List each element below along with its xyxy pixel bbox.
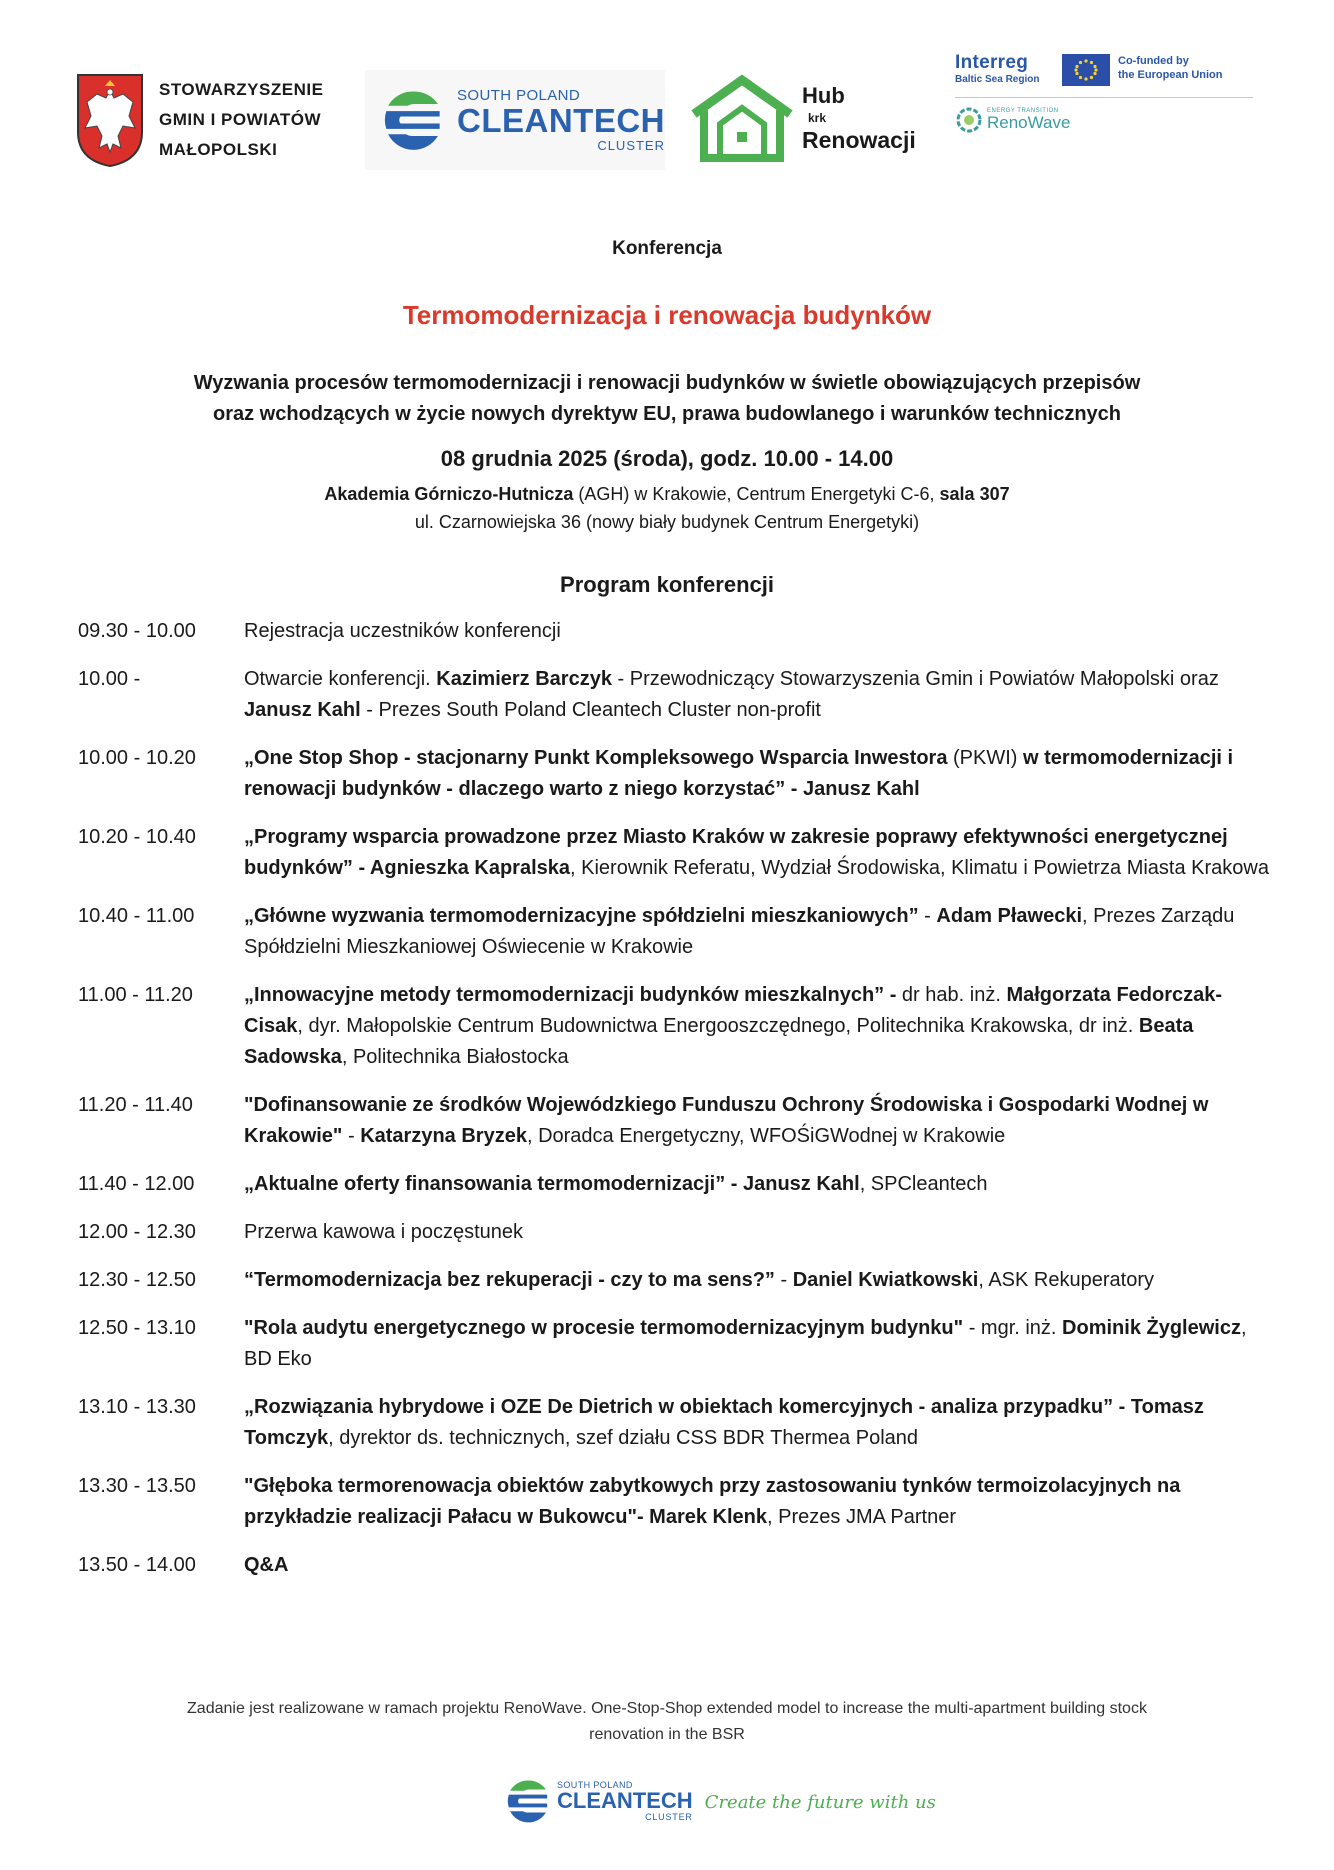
program-text: dr hab. inż. [896, 984, 1007, 1006]
program-description [244, 1217, 1278, 1248]
program-text: Przerwa kawowa i poczęstunek [244, 1221, 524, 1243]
program-time: 10.00 - [78, 668, 141, 690]
program-text-bold: „Główne wyzwania termomodernizacyjne spółdzielni mieszkaniowych” [244, 905, 919, 927]
venue-room: sala 307 [939, 484, 1010, 504]
program-text: - [774, 1269, 793, 1291]
program-time: 11.20 - 11.40 [78, 1094, 193, 1116]
venue-name: Akademia Górniczo-Hutnicza [324, 484, 574, 504]
program-text: , Prezes JMA Partner [767, 1506, 956, 1528]
program-row [78, 743, 1278, 805]
hub-renowacji-logo [688, 74, 916, 162]
program-text: Otwarcie konferencji. [244, 668, 437, 690]
program-text-bold: „Rozwiązania hybrydowe i OZE De Dietrich w obiektach komercyjnych - analiza przypadku” - Tomasz Tomczyk [244, 1396, 1204, 1449]
program-title: Program konferencji [560, 572, 774, 597]
renowave-ring-icon [955, 106, 983, 134]
program-row [78, 1265, 1278, 1296]
program-text: - mgr. inż. [963, 1317, 1063, 1339]
program-text-bold: „One Stop Shop - stacjonarny Punkt Kompleksowego Wsparcia Inwestora [244, 747, 948, 769]
eagle-crest-icon [75, 72, 145, 168]
sgp-logo-line1: STOWARZYSZENIE [159, 80, 324, 99]
renowave-logo [955, 106, 1070, 134]
interreg-eu-logo [955, 52, 1255, 152]
program-text-bold: Dominik Żyglewicz [1062, 1317, 1241, 1339]
program-description [244, 980, 1278, 1073]
program-time: 10.20 - 10.40 [78, 826, 196, 848]
program-list [78, 616, 1278, 1605]
footer-slogan: Create the future with us [704, 1791, 936, 1813]
hub-logo-line1: Hub [802, 83, 845, 108]
program-text-bold: „Aktualne oferty finansowania termomodernizacji” - Janusz Kahl [244, 1173, 860, 1195]
program-description [244, 1090, 1278, 1152]
program-row [78, 1550, 1278, 1581]
program-description [244, 743, 1278, 805]
cofund-line2: the European Union [1118, 69, 1223, 81]
interreg-name: Interreg [955, 52, 1029, 73]
program-description [244, 1169, 1278, 1200]
cleantech-logo-top: SOUTH POLAND [457, 87, 581, 104]
renowave-name: RenoWave [987, 113, 1071, 132]
footer-note [0, 1696, 1334, 1748]
program-time: 13.30 - 13.50 [78, 1475, 196, 1497]
program-time: 10.00 - 10.20 [78, 747, 196, 769]
cleantech-logo-main: CLEANTECH [457, 102, 665, 139]
venue-address: ul. Czarnowiejska 36 (nowy biały budynek Centrum Energetyki) [414, 512, 920, 532]
footer-logo-top: SOUTH POLAND [557, 1780, 633, 1790]
event-kicker: Konferencja [612, 238, 722, 259]
event-title: Termomodernizacja i renowacja budynków [402, 300, 932, 330]
footer-cleantech-logo [505, 1778, 936, 1824]
footer-logo-main: CLEANTECH [557, 1788, 693, 1813]
program-description [244, 1265, 1278, 1296]
house-icon [688, 74, 796, 162]
program-description [244, 822, 1278, 884]
program-text: - [918, 905, 937, 927]
program-text: , SPCleantech [859, 1173, 988, 1195]
footer-note-line2: renovation in the BSR [589, 1726, 745, 1743]
program-row [78, 664, 1278, 726]
program-description [244, 901, 1278, 963]
program-text: , ASK Rekuperatory [978, 1269, 1154, 1291]
program-text-bold: „Innowacyjne metody termomodernizacji budynków mieszkalnych” - [244, 984, 897, 1006]
program-text: - Prezes South Poland Cleantech Cluster non-profit [360, 699, 821, 721]
program-row [78, 1090, 1278, 1152]
event-date: 08 grudnia 2025 (środa), godz. 10.00 - 14.00 [440, 446, 894, 471]
renowave-small: ENERGY TRANSITION [987, 108, 1059, 114]
program-text-bold: Beata Sadowska [244, 1015, 1194, 1068]
program-text-bold: w termomodernizacji i renowacji budynków - dlaczego warto z niego korzystać” - Janusz Kahl [244, 747, 1234, 800]
cleantech-mark-icon [505, 1778, 551, 1824]
program-text: Rejestracja uczestników konferencji [244, 620, 561, 642]
program-description [244, 664, 1278, 726]
footer-note-line1: Zadanie jest realizowane w ramach projektu RenoWave. One-Stop-Shop extended model to increase the multi-apartment building stock [187, 1700, 1147, 1717]
program-text-bold: Małgorzata Fedorczak-Cisak [244, 984, 1223, 1037]
program-time: 11.00 - 11.20 [78, 984, 193, 1006]
header-logos [75, 52, 1260, 177]
program-text: , Prezes Zarządu Spółdzielni Mieszkaniowej Oświecenie w Krakowie [244, 905, 1235, 958]
program-text-bold: Q&A [244, 1554, 289, 1576]
program-time: 12.00 - 12.30 [78, 1221, 196, 1243]
event-venue [0, 480, 1334, 536]
eu-flag-icon [1062, 54, 1110, 86]
program-text-bold: “Termomodernizacja bez rekuperacji - czy to ma sens?” [244, 1269, 775, 1291]
program-text: , dyr. Małopolskie Centrum Budownictwa Energooszczędnego, Politechnika Krakowska, dr inż. [297, 1015, 1139, 1037]
program-time: 09.30 - 10.00 [78, 620, 196, 642]
cofund-line1: Co-funded by [1118, 55, 1189, 67]
program-row [78, 1471, 1278, 1533]
program-description [244, 616, 1278, 647]
cleantech-logo [365, 70, 665, 170]
venue-detail: (AGH) w Krakowie, Centrum Energetyki C-6, [573, 484, 940, 504]
hub-logo-line2: krk [808, 111, 827, 125]
program-row [78, 1169, 1278, 1200]
cleantech-mark-icon [381, 84, 445, 156]
program-description [244, 1550, 1278, 1581]
cleantech-logo-bottom: CLUSTER [597, 138, 665, 153]
program-text-bold: Kazimierz Barczyk [436, 668, 612, 690]
program-text-bold: "Głęboka termorenowacja obiektów zabytkowych przy zastosowaniu tynków termoizolacyjnych na przykładzie realizacji Pałacu w Bukowcu"- Marek Klenk [244, 1475, 1181, 1528]
program-text-bold: Daniel Kwiatkowski [792, 1269, 979, 1291]
program-text: - Przewodniczący Stowarzyszenia Gmin i Powiatów Małopolski oraz [611, 668, 1219, 690]
hub-logo-line3: Renowacji [802, 127, 916, 153]
program-description [244, 1471, 1278, 1533]
program-text: , dyrektor ds. technicznych, szef działu CSS BDR Thermea Poland [328, 1427, 919, 1449]
sgp-logo-line3: MAŁOPOLSKI [159, 140, 278, 159]
program-row [78, 1392, 1278, 1454]
program-text: , Doradca Energetyczny, WFOŚiGWodnej w Krakowie [526, 1125, 1006, 1147]
event-subtitle [0, 368, 1334, 430]
program-time: 13.50 - 14.00 [78, 1554, 196, 1576]
program-text: , BD Eko [244, 1317, 1247, 1370]
program-text-bold: Adam Pławecki [936, 905, 1083, 927]
sgp-logo [75, 72, 323, 168]
program-time: 11.40 - 12.00 [78, 1173, 195, 1195]
venue-line [0, 480, 1334, 508]
footer-logo-bottom: CLUSTER [645, 1812, 693, 1822]
program-text: , Politechnika Białostocka [341, 1046, 569, 1068]
program-description [244, 1313, 1278, 1375]
sgp-logo-line2: GMIN I POWIATÓW [159, 110, 322, 129]
program-row [78, 616, 1278, 647]
program-text-bold: „Programy wsparcia prowadzone przez Miasto Kraków w zakresie poprawy efektywności energetycznej budynków” - Agnieszka Kapralska [244, 826, 1228, 879]
program-text: - [342, 1125, 361, 1147]
interreg-region: Baltic Sea Region [955, 74, 1040, 85]
program-text-bold: Katarzyna Bryzek [360, 1125, 527, 1147]
program-row [78, 980, 1278, 1073]
program-text: (PKWI) [947, 747, 1024, 769]
program-time: 12.50 - 13.10 [78, 1317, 196, 1339]
program-text-bold: "Dofinansowanie ze środków Wojewódzkiego Funduszu Ochrony Środowiska i Gospodarki Wodnej w Krakowie" [244, 1094, 1209, 1147]
program-row [78, 1217, 1278, 1248]
subtitle-line1: Wyzwania procesów termomodernizacji i renowacji budynków w świetle obowiązujących przepisów [193, 372, 1141, 394]
program-description [244, 1392, 1278, 1454]
program-text-bold: Janusz Kahl [244, 699, 361, 721]
program-time: 10.40 - 11.00 [78, 905, 195, 927]
logo-divider [955, 97, 1253, 98]
subtitle-line2: oraz wchodzących w życie nowych dyrektyw EU, prawa budowlanego i warunków technicznych [213, 403, 1121, 425]
program-text-bold: "Rola audytu energetycznego w procesie termomodernizacyjnym budynku" [244, 1317, 964, 1339]
program-row [78, 822, 1278, 884]
program-time: 13.10 - 13.30 [78, 1396, 196, 1418]
program-time: 12.30 - 12.50 [78, 1269, 196, 1291]
program-text: , Kierownik Referatu, Wydział Środowiska, Klimatu i Powietrza Miasta Krakowa [570, 857, 1269, 879]
program-row [78, 1313, 1278, 1375]
program-row [78, 901, 1278, 963]
